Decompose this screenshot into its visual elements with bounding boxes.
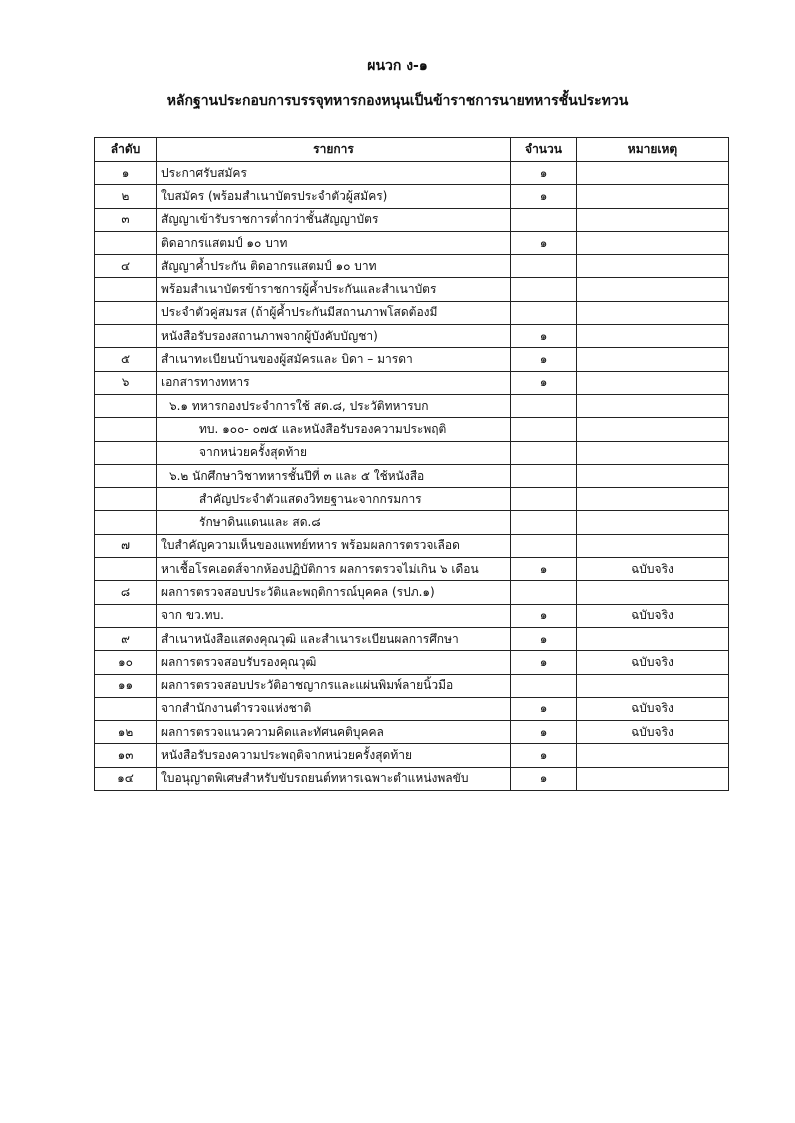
row-remark [577, 464, 729, 487]
row-number: ๔ [95, 255, 157, 278]
table-row [95, 721, 729, 744]
row-quantity [511, 674, 577, 697]
row-quantity [511, 208, 577, 231]
row-number: ๑๔ [95, 767, 157, 790]
row-item: จากหน่วยครั้งสุดท้าย [157, 441, 511, 464]
table-row [95, 394, 729, 417]
row-remark: ฉบับจริง [577, 558, 729, 581]
row-quantity: ๑ [511, 558, 577, 581]
row-quantity [511, 534, 577, 557]
row-quantity [511, 511, 577, 534]
row-quantity [511, 441, 577, 464]
row-number [95, 231, 157, 254]
table-row [95, 162, 729, 185]
row-item: พร้อมสำเนาบัตรข้าราชการผู้ค้ำประกันและสำเนาบัตร [157, 278, 511, 301]
row-remark [577, 394, 729, 417]
row-quantity [511, 488, 577, 511]
row-number: ๒ [95, 185, 157, 208]
row-item: ผลการตรวจสอบประวัติอาชญากรและแผ่นพิมพ์ลายนิ้วมือ [157, 674, 511, 697]
table-row [95, 348, 729, 371]
table-row [95, 255, 729, 278]
table-row [95, 767, 729, 790]
row-quantity: ๑ [511, 697, 577, 720]
row-number [95, 488, 157, 511]
annex-label: ผนวก ง-๑ [367, 58, 428, 74]
row-remark [577, 511, 729, 534]
row-number [95, 278, 157, 301]
row-number: ๑๑ [95, 674, 157, 697]
table-row [95, 651, 729, 674]
row-remark [577, 488, 729, 511]
row-item: ผลการตรวจสอบรับรองคุณวุฒิ [157, 651, 511, 674]
row-quantity [511, 255, 577, 278]
row-remark: ฉบับจริง [577, 651, 729, 674]
row-quantity: ๑ [511, 348, 577, 371]
requirements-table [94, 137, 729, 791]
row-item: จากสำนักงานตำรวจแห่งชาติ [157, 697, 511, 720]
row-number [95, 558, 157, 581]
row-item: ผลการตรวจแนวความคิดและทัศนคติบุคคล [157, 721, 511, 744]
table-row [95, 627, 729, 650]
column-header-no: ลำดับ [95, 138, 157, 162]
row-remark [577, 744, 729, 767]
table-row [95, 604, 729, 627]
row-number: ๓ [95, 208, 157, 231]
row-quantity: ๑ [511, 185, 577, 208]
table-row [95, 371, 729, 394]
row-item: ทบ. ๑๐๐- ๐๗๕ และหนังสือรับรองความประพฤติ [157, 418, 511, 441]
table-row [95, 278, 729, 301]
row-remark [577, 348, 729, 371]
row-item: ๖.๒ นักศึกษาวิชาทหารชั้นปีที่ ๓ และ ๕ ใช้หนังสือ [157, 464, 511, 487]
row-item: ใบสมัคร (พร้อมสำเนาบัตรประจำตัวผู้สมัคร) [157, 185, 511, 208]
row-remark [577, 534, 729, 557]
row-quantity: ๑ [511, 325, 577, 348]
row-remark: ฉบับจริง [577, 721, 729, 744]
row-number: ๕ [95, 348, 157, 371]
row-quantity: ๑ [511, 371, 577, 394]
row-quantity: ๑ [511, 231, 577, 254]
row-number: ๙ [95, 627, 157, 650]
page-title: หลักฐานประกอบการบรรจุทหารกองหนุนเป็นข้าราชการนายทหารชั้นประทวน [166, 93, 629, 109]
row-item: ประกาศรับสมัคร [157, 162, 511, 185]
table-row [95, 464, 729, 487]
row-number: ๑ [95, 162, 157, 185]
row-remark [577, 301, 729, 324]
row-number [95, 301, 157, 324]
row-number: ๖ [95, 371, 157, 394]
table-row [95, 511, 729, 534]
row-quantity [511, 394, 577, 417]
row-item: ผลการตรวจสอบประวัติและพฤติการณ์บุคคล (รปภ.๑) [157, 581, 511, 604]
row-remark [577, 162, 729, 185]
table-row [95, 744, 729, 767]
row-number [95, 511, 157, 534]
row-remark [577, 674, 729, 697]
row-quantity: ๑ [511, 744, 577, 767]
row-item: สำเนาหนังสือแสดงคุณวุฒิ และสำเนาระเบียนผลการศึกษา [157, 627, 511, 650]
table-row [95, 208, 729, 231]
row-number [95, 418, 157, 441]
row-remark [577, 418, 729, 441]
row-item: ๖.๑ ทหารกองประจำการใช้ สด.๘, ประวัติทหารบก [157, 394, 511, 417]
row-quantity: ๑ [511, 162, 577, 185]
row-remark [577, 767, 729, 790]
row-item: หนังสือรับรองสถานภาพจากผู้บังคับบัญชา) [157, 325, 511, 348]
table-row [95, 534, 729, 557]
table-row [95, 558, 729, 581]
row-remark [577, 325, 729, 348]
row-number [95, 325, 157, 348]
row-remark [577, 255, 729, 278]
table-row [95, 301, 729, 324]
row-number: ๑๐ [95, 651, 157, 674]
table-row [95, 418, 729, 441]
column-header-remark: หมายเหตุ [577, 138, 729, 162]
row-quantity [511, 301, 577, 324]
row-item: ติดอากรแสตมป์ ๑๐ บาท [157, 231, 511, 254]
row-item: ใบอนุญาตพิเศษสำหรับขับรถยนต์ทหารเฉพาะตำแหน่งพลขับ [157, 767, 511, 790]
table-row [95, 697, 729, 720]
row-item: เอกสารทางทหาร [157, 371, 511, 394]
column-header-qty: จำนวน [511, 138, 577, 162]
row-remark [577, 208, 729, 231]
table-header-row [95, 138, 729, 162]
table-row [95, 185, 729, 208]
column-header-item: รายการ [157, 138, 511, 162]
row-remark [577, 441, 729, 464]
row-item: หนังสือรับรองความประพฤติจากหน่วยครั้งสุดท้าย [157, 744, 511, 767]
row-item: สำเนาทะเบียนบ้านของผู้สมัครและ บิดา – มารดา [157, 348, 511, 371]
table-row [95, 231, 729, 254]
row-remark: ฉบับจริง [577, 604, 729, 627]
row-item: สัญญาเข้ารับราชการต่ำกว่าชั้นสัญญาบัตร [157, 208, 511, 231]
table-row [95, 488, 729, 511]
row-number [95, 464, 157, 487]
row-quantity: ๑ [511, 721, 577, 744]
row-remark [577, 278, 729, 301]
row-number [95, 604, 157, 627]
row-remark [577, 185, 729, 208]
row-item: จาก ขว.ทบ. [157, 604, 511, 627]
row-remark [577, 371, 729, 394]
row-number: ๗ [95, 534, 157, 557]
row-remark [577, 581, 729, 604]
row-item: สำคัญประจำตัวแสดงวิทยฐานะจากกรมการ [157, 488, 511, 511]
row-item: ใบสำคัญความเห็นของแพทย์ทหาร พร้อมผลการตรวจเลือด [157, 534, 511, 557]
row-quantity [511, 464, 577, 487]
row-number: ๑๒ [95, 721, 157, 744]
row-quantity [511, 418, 577, 441]
row-quantity [511, 581, 577, 604]
row-number: ๑๓ [95, 744, 157, 767]
row-number [95, 441, 157, 464]
row-number: ๘ [95, 581, 157, 604]
table-body [95, 162, 729, 791]
table-row [95, 674, 729, 697]
row-item: รักษาดินแดนและ สด.๘ [157, 511, 511, 534]
table-row [95, 581, 729, 604]
row-number [95, 697, 157, 720]
row-quantity: ๑ [511, 651, 577, 674]
row-number [95, 394, 157, 417]
row-quantity [511, 278, 577, 301]
row-item: ประจำตัวคู่สมรส (ถ้าผู้ค้ำประกันมีสถานภาพโสดต้องมี [157, 301, 511, 324]
table-row [95, 441, 729, 464]
row-item: หาเชื้อโรคเอดส์จากห้องปฏิบัติการ ผลการตรวจไม่เกิน ๖ เดือน [157, 558, 511, 581]
table-row [95, 325, 729, 348]
row-quantity: ๑ [511, 627, 577, 650]
row-quantity: ๑ [511, 604, 577, 627]
row-item: สัญญาค้ำประกัน ติดอากรแสตมป์ ๑๐ บาท [157, 255, 511, 278]
row-remark [577, 231, 729, 254]
row-remark: ฉบับจริง [577, 697, 729, 720]
row-quantity: ๑ [511, 767, 577, 790]
row-remark [577, 627, 729, 650]
